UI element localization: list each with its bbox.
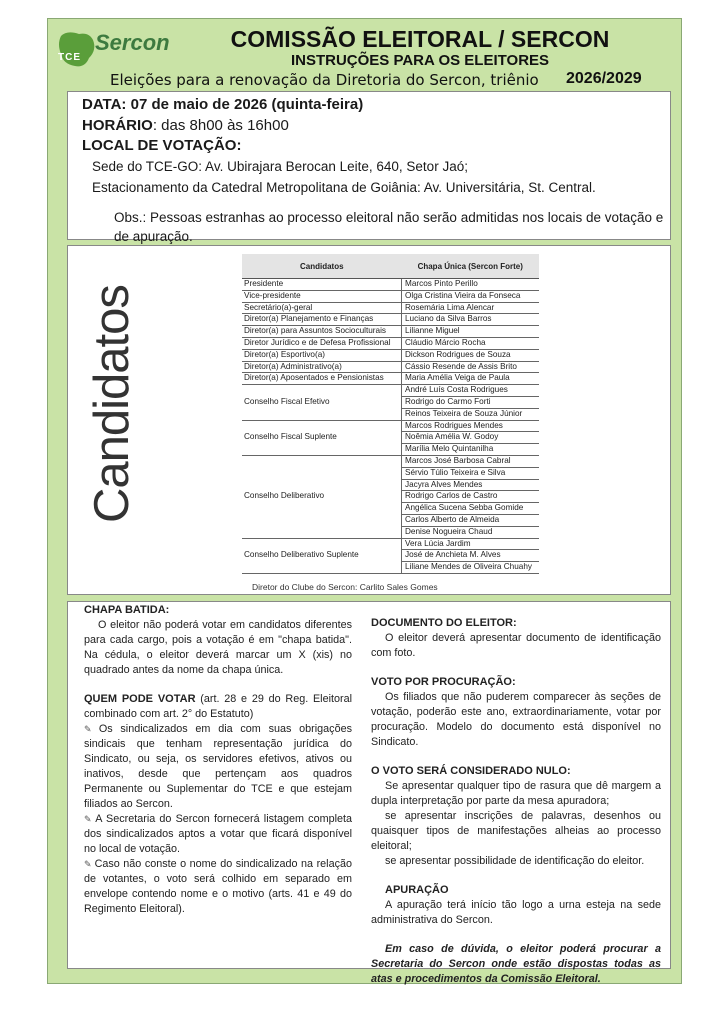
candidate-role: Diretor(a) Planejamento e Finanças — [242, 314, 402, 326]
quem-item-3: ✎ Caso não conste o nome do sindicalizado na relação de votantes, o voto será colhido em separado em envelope contendo nome e o motivo (arts. 41 e 49 do Regimento Eleitoral). — [84, 858, 352, 915]
candidate-name: Maria Amélia Veiga de Paula — [402, 373, 540, 385]
place-label: LOCAL DE VOTAÇÃO: — [82, 137, 242, 154]
quem-item-1: ✎ Os sindicalizados em dia com suas obrigações sindicais que tenham representação jurídica do Sindicato, ou seja, os servidores efetivos, ativos ou inativos, desde que pertençam aos quadros Permanente ou Suplementar do TCE e que estejam filiados ao Sercon. — [84, 723, 352, 810]
candidate-name: Dickson Rodrigues de Souza — [402, 349, 540, 361]
final-note: Em caso de dúvida, o eleitor poderá procurar a Secretaria do Sercon onde estão dispostas todas as atas e procedimentos da Comissão Eleitoral. — [371, 943, 661, 985]
nulo-2: se apresentar inscrições de palavras, desenhos ou quaisquer tipos de manifestações alheias ao processo eleitoral; — [371, 810, 661, 852]
doc-text: O eleitor deverá apresentar documento de identificação com foto. — [371, 632, 661, 659]
candidate-name: Reinos Teixeira de Souza Júnior — [402, 408, 540, 420]
candidates-side-title: Candidatos — [85, 285, 139, 523]
table-row — [242, 538, 539, 550]
col-slate-header: Chapa Única (Sercon Forte) — [402, 254, 540, 279]
candidate-name: Cássio Resende de Assis Brito — [402, 361, 540, 373]
logo-text: Sercon — [95, 30, 170, 55]
table-row — [242, 337, 539, 349]
candidate-role: Secretário(a)-geral — [242, 302, 402, 314]
candidate-name: Cláudio Márcio Rocha — [402, 337, 540, 349]
date-value: 07 de maio de 2026 (quinta-feira) — [130, 96, 364, 113]
director-note: Diretor do Clube do Sercon: Carlito Sales Gomes — [252, 582, 438, 592]
candidate-name: Noêmia Amélia W. Godoy — [402, 432, 540, 444]
time-label: HORÁRIO — [82, 117, 153, 134]
candidate-name: Olga Cristina Vieira da Fonseca — [402, 290, 540, 302]
date-label: DATA: — [82, 96, 127, 113]
candidate-name: Jacyra Alves Mendes — [402, 479, 540, 491]
obs-note: Obs.: Pessoas estranhas ao processo eleitoral não serão admitidas nos locais de votação e de apuração. — [114, 210, 664, 244]
time-value: : das 8h00 às 16h00 — [152, 117, 289, 134]
quem-ref: (art. 28 e 29 do Reg. Eleitoral combinado com art. 2° do Estatuto) — [84, 693, 352, 720]
col-role-header: Candidatos — [242, 254, 402, 279]
candidate-role: Diretor(a) para Assuntos Socioculturais — [242, 326, 402, 338]
candidate-role: Conselho Deliberativo — [242, 455, 402, 538]
quem-title: QUEM PODE VOTAR — [84, 693, 196, 705]
candidates-table — [242, 254, 539, 574]
nulo-3: se apresentar possibilidade de identificação do eleitor. — [385, 855, 645, 867]
candidate-role: Diretor(a) Aposentados e Pensionistas — [242, 373, 402, 385]
page-subtitle: INSTRUÇÕES PARA OS ELEITORES — [290, 52, 550, 69]
proc-text: Os filiados que não puderem comparecer às seções de votação, poderão este ano, extraordinariamente, votar por procuração. Modelo do documento está disponível no Sindicato. — [371, 691, 661, 748]
candidate-role: Diretor(a) Esportivo(a) — [242, 349, 402, 361]
candidate-role: Conselho Fiscal Suplente — [242, 420, 402, 455]
candidate-name: Lilianne Miguel — [402, 326, 540, 338]
candidate-name: José de Anchieta M. Alves — [402, 550, 540, 562]
candidate-name: Luciano da Silva Barros — [402, 314, 540, 326]
candidate-role: Conselho Fiscal Efetivo — [242, 385, 402, 420]
nulo-1: Se apresentar qualquer tipo de rasura que dê margem a dupla interpretação por parte da mesa apuradora; — [371, 780, 661, 807]
table-row — [242, 314, 539, 326]
table-row — [242, 349, 539, 361]
table-row — [242, 420, 539, 432]
candidate-name: Marília Melo Quintanilha — [402, 444, 540, 456]
candidates-table-body — [242, 279, 539, 574]
table-row — [242, 326, 539, 338]
apur-text: A apuração terá início tão logo a urna esteja na sede administrativa do Sercon. — [371, 899, 661, 926]
candidate-name: Denise Nogueira Chaud — [402, 526, 540, 538]
page-title: COMISSÃO ELEITORAL / SERCON — [230, 26, 610, 52]
candidate-name: Rosemária Lima Alencar — [402, 302, 540, 314]
candidate-name: Rodrigo do Carmo Forti — [402, 396, 540, 408]
term-years: 2026/2029 — [566, 70, 642, 87]
table-row — [242, 373, 539, 385]
table-row — [242, 361, 539, 373]
candidate-name: Vera Lúcia Jardim — [402, 538, 540, 550]
place-2: Estacionamento da Catedral Metropolitana de Goiânia: Av. Universitária, St. Central. — [92, 180, 596, 195]
table-row — [242, 455, 539, 467]
proc-title: VOTO POR PROCURAÇÃO: — [371, 676, 516, 688]
candidate-role: Conselho Deliberativo Suplente — [242, 538, 402, 573]
quem-item-2: ✎ A Secretaria do Sercon fornecerá listagem completa dos sindicalizados aptos a votar que ficará disponível no local de votação. — [84, 813, 352, 855]
doc-title: DOCUMENTO DO ELEITOR: — [371, 617, 517, 629]
candidate-role: Diretor(a) Administrativo(a) — [242, 361, 402, 373]
candidate-name: Marcos Rodrigues Mendes — [402, 420, 540, 432]
date-line — [82, 96, 363, 113]
candidate-name: Angélica Sucena Sebba Gomide — [402, 503, 540, 515]
table-row — [242, 385, 539, 397]
place-1: Sede do TCE-GO: Av. Ubirajara Berocan Leite, 640, Setor Jaó; — [92, 159, 468, 174]
candidate-name: Rodrigo Carlos de Castro — [402, 491, 540, 503]
pencil-icon: ✎ — [84, 724, 99, 734]
candidate-name: Carlos Alberto de Almeida — [402, 514, 540, 526]
table-header-row — [242, 254, 539, 279]
nulo-title: O VOTO SERÁ CONSIDERADO NULO: — [371, 765, 571, 777]
candidate-role: Presidente — [242, 279, 402, 291]
quem-paragraph — [84, 692, 352, 722]
chapa-title: CHAPA BATIDA: — [84, 604, 170, 616]
pencil-icon: ✎ — [84, 814, 96, 824]
info-box — [67, 91, 671, 244]
candidate-name: Marcos Pinto Perillo — [402, 279, 540, 291]
table-row — [242, 302, 539, 314]
rules-left-column — [84, 603, 352, 917]
candidate-name: André Luís Costa Rodrigues — [402, 385, 540, 397]
election-line: Eleições para a renovação da Diretoria do Sercon, triênio — [110, 71, 539, 89]
candidate-name: Sérvio Túlio Teixeira e Silva — [402, 467, 540, 479]
table-row — [242, 279, 539, 291]
logo-sub: TCE — [58, 52, 81, 63]
pencil-icon: ✎ — [84, 859, 95, 869]
rules-right-column — [371, 616, 661, 987]
apur-title: APURAÇÃO — [385, 884, 449, 896]
time-line — [82, 117, 289, 134]
table-row — [242, 290, 539, 302]
candidate-name: Marcos José Barbosa Cabral — [402, 455, 540, 467]
candidate-name: Liliane Mendes de Oliveira Chuahy — [402, 562, 540, 574]
chapa-text: O eleitor não poderá votar em candidatos diferentes para cada cargo, pois a votação é em "chapa batida". Na cédula, o eleitor deverá marcar um X (xis) no quadrado antes da nome da chapa única. — [84, 619, 352, 676]
candidate-role: Diretor Jurídico e de Defesa Profissional — [242, 337, 402, 349]
candidate-role: Vice-presidente — [242, 290, 402, 302]
